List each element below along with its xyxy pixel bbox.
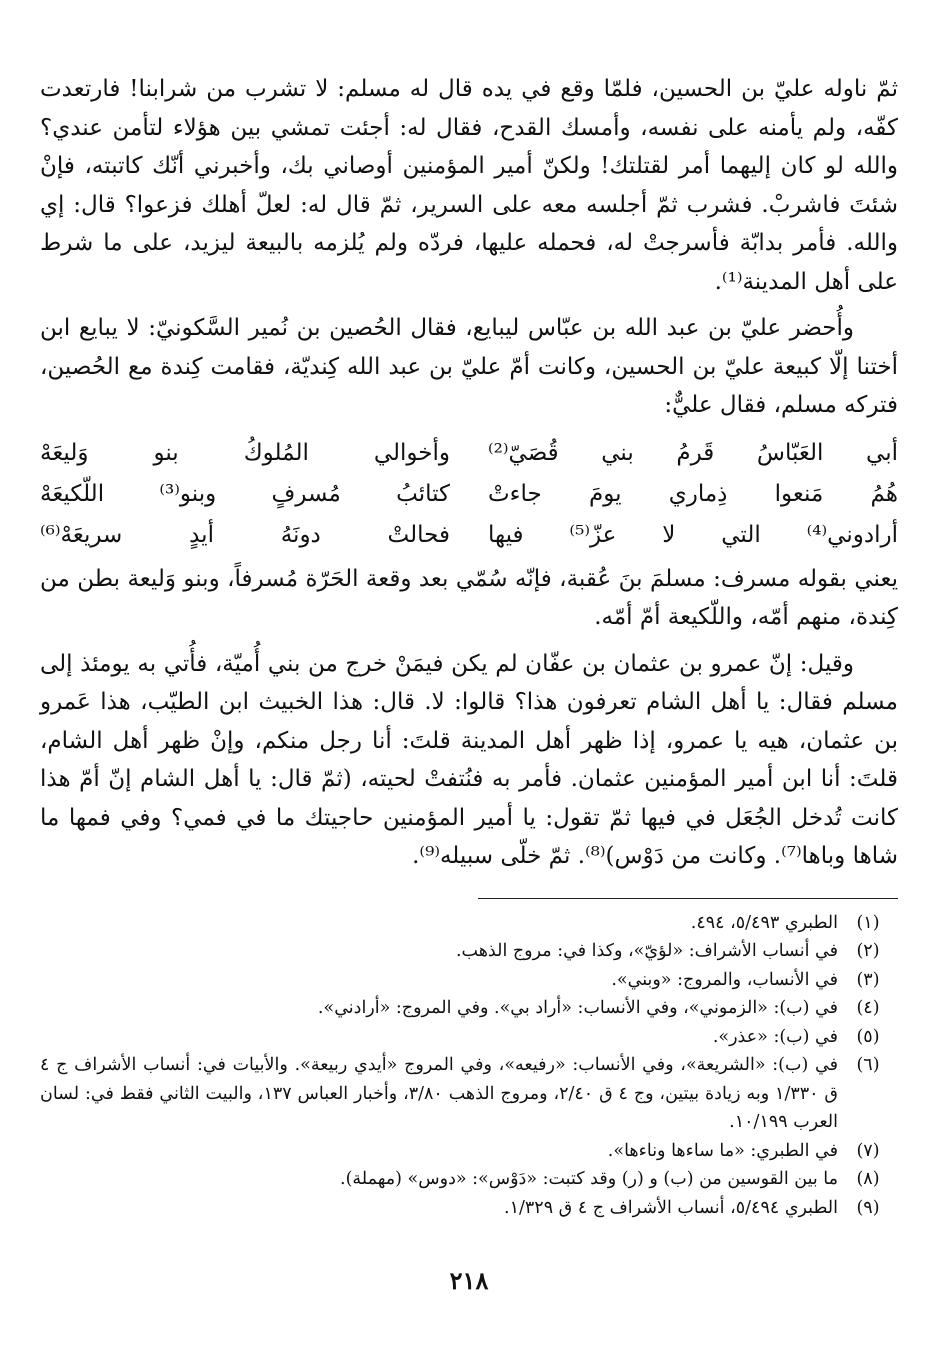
footnote-text: في الأنساب، والمروج: «وبني». — [611, 969, 838, 990]
footnote — [40, 1194, 898, 1223]
footnote-text: ما بين القوسين من (ب) و (ر) وقد كتبت: «دَوْس»: «دوس» (مهملة). — [340, 1169, 838, 1189]
footnote-text: في (ب): «عذر». — [712, 1026, 838, 1047]
footnote — [40, 1137, 898, 1166]
verse-first-hemistich: أرادوني⁽⁴⁾ التي لا عزّ⁽⁵⁾ فيها — [488, 521, 898, 548]
verse-first-hemistich: أبي العَبّاسُ قَرمُ بني قُصَيّ⁽²⁾ — [488, 439, 898, 466]
footnotes — [40, 909, 898, 1223]
footnote — [40, 1023, 898, 1052]
paragraph-3: يعني بقوله مسرف: مسلمَ بنَ عُقبة، فإنّه سُمّي بعد وقعة الحَرّة مُسرفاً، وبنو وَليعة بطن من كِندة، منهم أمّه، واللّكيعة أمّ أمّه. — [40, 565, 898, 630]
poem-verse — [40, 474, 898, 515]
paragraph-1: ثمّ ناوله عليّ بن الحسين، فلمّا وقع في يده قال له مسلم: لا تشرب من شرابنا! فارتعدت كفّه، ولم يأمنه على نفسه، وأمسك القدح، فقال له: أجئت تمشي بين هؤلاء لتأمن عندي؟ والله لو كان إليهما أمر لقتلتك! ولكنّ أمير المؤمنين أوصاني بك، وأخبرني أنّك كاتبته، فإنْ شئتَ فاشربْ. فشرب ثمّ أجلسه معه على السرير، ثمّ قال له: لعلّ أهلك فزعوا؟ قال: إي والله. فأمر بدابّة فأسرجتْ له، فحمله عليها، فردّه ولم يُلزمه بالبيعة ليزيد، على ما شرط على أهل المدينة⁽¹⁾. — [40, 76, 898, 295]
footnote — [40, 994, 898, 1023]
page-number: ٢١٨ — [449, 1266, 489, 1295]
footnote — [40, 966, 898, 995]
paragraph-2 — [40, 309, 898, 425]
footnote — [40, 909, 898, 938]
verse-second-hemistich: وأخوالي المُلوكُ بنو وَليعَهْ — [40, 439, 450, 466]
book-page — [40, 70, 898, 1360]
footnote-number: (٢) — [856, 941, 880, 961]
footnote-number: (٩) — [856, 1197, 880, 1218]
footnote-number: (٣) — [856, 969, 880, 990]
footnote-number: (٧) — [856, 1140, 880, 1161]
verse-first-hemistich: هُمُ مَنعوا ذِماري يومَ جاءتْ — [488, 480, 898, 507]
footnote — [40, 1051, 898, 1137]
footnote — [40, 937, 898, 966]
footnote-number: (٥) — [856, 1026, 880, 1047]
footnote-number: (٦) — [856, 1055, 880, 1075]
verse-second-hemistich: فحالتْ دونَهُ أيدٍ سريعَهْ⁽⁶⁾ — [40, 521, 450, 548]
footnote-text: في (ب): «الشريعة»، وفي الأنساب: «رفيعه»، وفي المروج «أيدي ربيعة». والأبيات في: أنساب الأشراف ج ٤ ق ١/٣٣٠ وبه زيادة بيتين، وج ٤ ق ٢/٤٠، ومروج الذهب ٣/٨٠، وأخبار العباس ١٣٧، والبيت الثاني فقط في: لسان العرب ١٠/١٩٩. — [40, 1055, 838, 1132]
footnote-number: (٨) — [856, 1169, 880, 1189]
footnote-text: الطبري ٥/٤٩٣، ٤٩٤. — [690, 912, 838, 933]
paragraph-4-text: وقيل: إنّ عمرو بن عثمان بن عفّان لم يكن فيمَنْ خرج من بني أُميّة، فأُتي به يومئذ إلى مسلم فقال: يا أهل الشام تعرفون هذا؟ قالوا: لا. قال: هذا الخبيث ابن الطيّب، هذا عَمرو بن عثمان، هيه يا عمرو، إذا ظهر أهل المدينة قلتَ: أنا رجل منكم، وإنْ ظهر أهل الشام، قلتَ: أنا ابن أمير المؤمنين عثمان. فأمر به فنُتفتْ لحيته، (ثمّ قال: يا أهل الشام إنّ أمّ هذا كانت تُدخل الجُعَل في فيها ثمّ تقول: يا أمير المؤمنين حاجيتك ما في فمي؟ وفي فمها ما شاها وباها⁽⁷⁾. وكانت من دَوْس)⁽⁸⁾. ثمّ خلّى سبيله⁽⁹⁾. — [40, 650, 898, 869]
poem-verse — [40, 515, 898, 556]
footnote-divider — [478, 898, 898, 899]
paragraph-2-text: وأُحضر عليّ بن عبد الله بن عبّاس ليبايع، فقال الحُصين بن نُمير السَّكونيّ: لا يبايع ابن أختنا إلّا كبيعة عليّ بن الحسين، وكانت أمّ عليّ بن عبد الله كِنديّة، فقامت كِندة مع الحُصين، فتركه مسلم، فقال عليٌّ: — [40, 315, 898, 418]
footnote-number: (١) — [856, 912, 880, 933]
footnote-text: الطبري ٥/٤٩٤، أنساب الأشراف ج ٤ ق ١/٣٢٩. — [504, 1197, 838, 1218]
poem-verse — [40, 433, 898, 474]
footnote-text: في أنساب الأشراف: «لؤيّ»، وكذا في: مروج الذهب. — [455, 941, 838, 961]
footnote-text: في (ب): «الزموني»، وفي الأنساب: «أراد بي». وفي المروج: «أرادني». — [317, 998, 838, 1018]
footnote-number: (٤) — [856, 998, 880, 1018]
footnote — [40, 1165, 898, 1194]
paragraph-4 — [40, 645, 898, 876]
verse-second-hemistich: كتائبُ مُسرفٍ وبنو⁽³⁾ اللّكيعَهْ — [40, 480, 450, 507]
footnote-text: في الطبري: «ما ساءها وناءها». — [607, 1140, 838, 1161]
poem — [40, 433, 898, 556]
